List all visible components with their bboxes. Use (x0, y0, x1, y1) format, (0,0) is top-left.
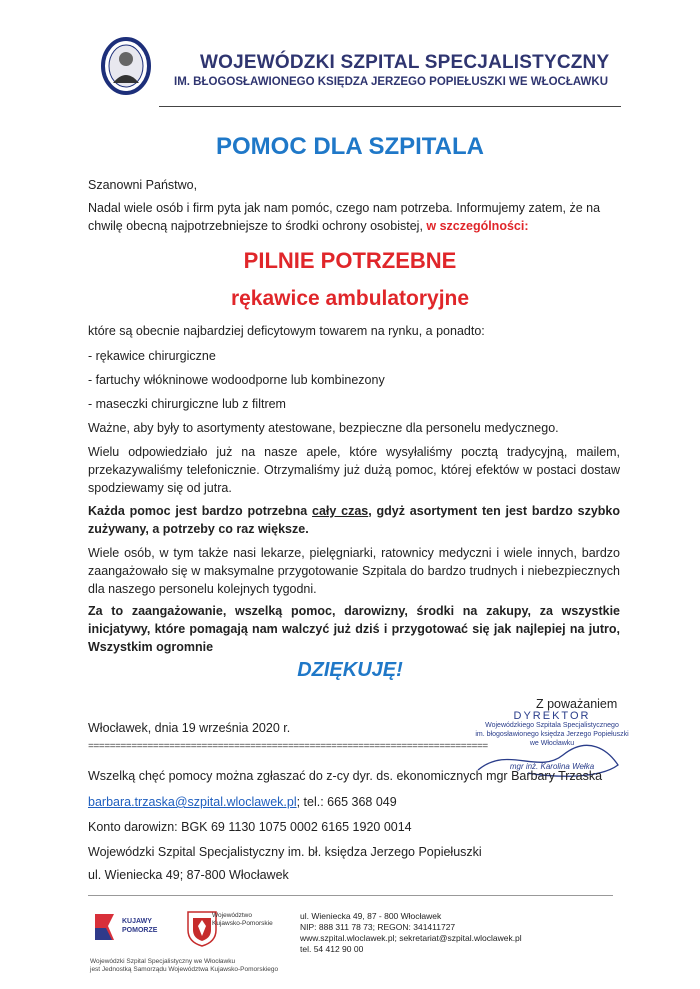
footer-small-text: Wojewódzki Szpital Specjalistyczny we Włocławku (90, 958, 236, 965)
intro-emphasis: w szczególności: (426, 219, 529, 233)
footer-address: ul. Wieniecka 49, 87 - 800 Włocławek (300, 911, 442, 921)
logo2-line: Województwo (212, 912, 252, 919)
contact-line: Wszelką chęć pomocy można zgłaszać do z-cy dyr. ds. ekonomicznych mgr Barbary Trzaska (88, 769, 603, 783)
hospital-name-footer: Wojewódzki Szpital Specjalistyczny im. bł. księdza Jerzego Popiełuszki (88, 845, 482, 859)
page-title: POMOC DLA SZPITALA (216, 133, 484, 160)
regards: Z poważaniem (536, 697, 618, 711)
footer-tel: tel. 54 412 90 00 (300, 944, 364, 954)
stamp-title: DYREKTOR (513, 710, 591, 722)
address: ul. Wieniecka 49; 87-800 Włocławek (88, 868, 289, 882)
stamp-line: im. błogosławionego księdza Jerzego Popiełuszki (475, 731, 629, 738)
help-text-rest: , gdyż asortyment ten jest bardzo szybko zużywany, a potrzeby co raz większe. (88, 504, 620, 536)
thanks-paragraph: Za to zaangażowanie, wszelką pomoc, darowizny, środki na zakupy, za wszystkie inicjatywy, które pomagają nam walczyć już dziś i przygotować się jak najlepiej na jutro, Wszystkim ogromnie (88, 604, 620, 654)
kujawy-pomorze-icon (92, 910, 118, 944)
urgent-heading: PILNIE POTRZEBNE (243, 248, 457, 273)
greeting: Szanowni Państwo, (88, 178, 198, 192)
separator-line: ========================================================================== (88, 742, 488, 753)
stamp-line: Wojewódzkiego Szpitala Specjalistycznego (485, 722, 619, 729)
footer-small-text: jest Jednostką Samorządu Województwa Kujawsko-Pomorskiego (90, 966, 279, 973)
help-underlined: cały czas (312, 504, 369, 518)
footer-web: www.szpital.wloclawek.pl; sekretariat@szpital.wloclawek.pl (300, 933, 522, 943)
intro-text: Nadal wiele osób i firm pyta jak nam pomóc, czego nam potrzeba. Informujemy zatem, że na chwilę obecną najpotrzebniejsze to środki ochrony osobistej, (88, 201, 601, 233)
thanks-heading: DZIĘKUJĘ! (297, 659, 403, 681)
kujawy-pomorze-logo (92, 910, 162, 944)
logo1-line: KUJAWY (122, 918, 152, 925)
place-date: Włocławek, dnia 19 września 2020 r. (88, 721, 291, 735)
list-item: - rękawice chirurgiczne (88, 349, 216, 363)
responses-paragraph: Wielu odpowiedziało już na nasze apele, które wysyłaliśmy pocztą tradycyjną, mailem, przekazywaliśmy telefonicznie. Otrzymaliśmy już dużą pomoc, której efektów w postaci dostaw spodziewamy się od jutra. (88, 445, 620, 495)
stamp-line: we Włocławku (529, 740, 575, 747)
bank-account: Konto darowizn: BGK 69 1130 1075 0002 6165 1920 0014 (88, 820, 412, 834)
help-needed-paragraph (88, 502, 620, 538)
email-link[interactable]: barbara.trzaska@szpital.wloclawek.pl (88, 795, 297, 809)
email-line (88, 793, 620, 811)
list-intro: które są obecnie najbardziej deficytowym towarem na rynku, a ponadto: (88, 324, 485, 338)
people-paragraph: Wiele osób, w tym także nasi lekarze, pielęgniarki, ratownicy medyczni i wiele innych, bardzo zaangażowało się w maksymalne przygotowanie Szpitala do bardzo trudnych i niebezpiecznych dla naszego personelu kolejnych tygodni. (88, 546, 620, 596)
footer-nip: NIP: 888 311 78 73; REGON: 341411727 (300, 922, 456, 932)
important-note: Ważne, aby były to asortymenty atestowane, bezpieczne dla personelu medycznego. (88, 421, 559, 435)
intro-paragraph (88, 199, 620, 235)
logo1-line: POMORZE (122, 927, 158, 934)
footer-divider (88, 895, 613, 896)
stamp-signature: mgr inż. Karolina Wełka (509, 762, 595, 771)
help-text: Każda pomoc jest bardzo potrzebna (88, 504, 313, 518)
footer-contact (300, 911, 522, 955)
phone-text: ; tel.: 665 368 049 (296, 795, 397, 809)
hospital-name: WOJEWÓDZKI SZPITAL SPECJALISTYCZNY (200, 52, 610, 73)
list-item: - maseczki chirurgiczne lub z filtrem (88, 397, 286, 411)
list-item: - fartuchy włókninowe wodoodporne lub kombinezony (88, 373, 385, 387)
header-divider (159, 106, 621, 107)
hospital-logo-icon (101, 37, 151, 95)
gloves-heading: rękawice ambulatoryjne (230, 287, 470, 310)
logo2-line: Kujawsko-Pomorskie (212, 920, 273, 927)
hospital-patron: IM. BŁOGOSŁAWIONEGO KSIĘDZA JERZEGO POPIEŁUSZKI WE WŁOCŁAWKU (174, 76, 609, 88)
